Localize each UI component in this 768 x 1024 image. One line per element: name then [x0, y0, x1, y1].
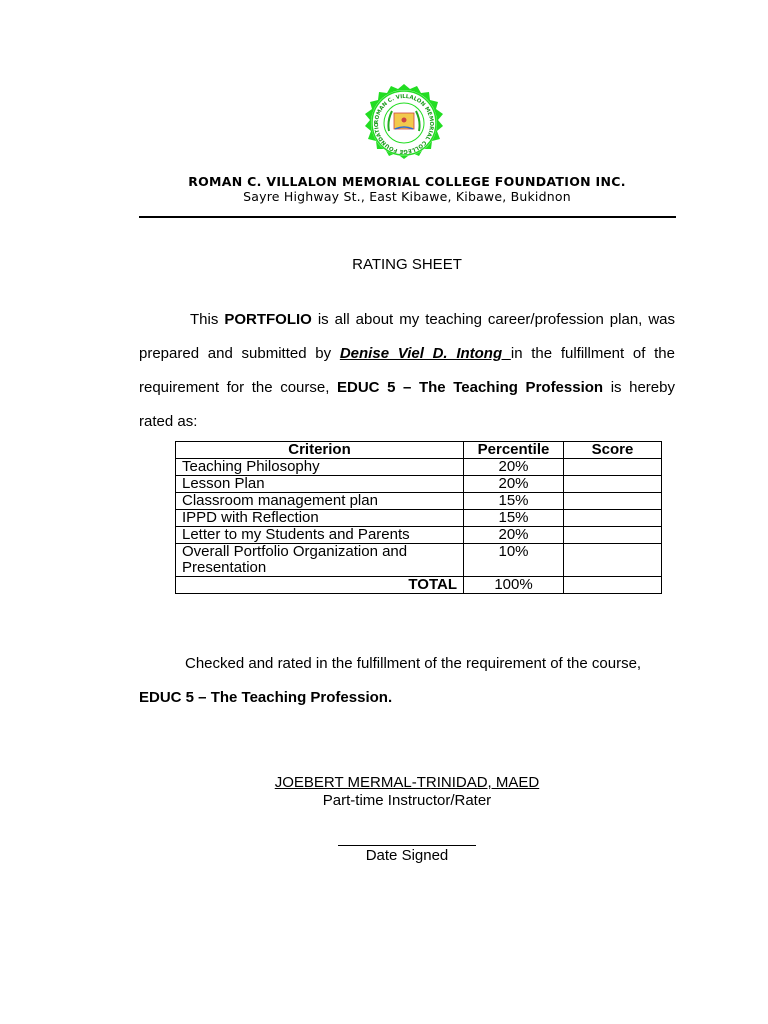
score-cell — [564, 476, 662, 493]
date-signed-label: Date Signed — [365, 847, 449, 864]
total-label: TOTAL — [176, 577, 464, 594]
course-name-footer: EDUC 5 – The Teaching Profession. — [139, 689, 393, 706]
table-row — [176, 527, 662, 544]
score-cell — [564, 510, 662, 527]
table-row — [176, 544, 662, 577]
rating-table — [175, 441, 662, 594]
score-cell — [564, 527, 662, 544]
percentile-cell: 15% — [464, 510, 564, 527]
total-percentile: 100% — [464, 577, 564, 594]
column-header-score: Score — [564, 442, 662, 459]
paragraph-text: in the fulfillment of the requirement for the course, — [139, 345, 675, 396]
score-cell — [564, 459, 662, 476]
student-name: Denise Viel D. Intong — [339, 345, 511, 362]
signatory-role: Part-time Instructor/Rater — [322, 792, 492, 809]
percentile-cell: 10% — [464, 544, 564, 577]
table-row — [176, 476, 662, 493]
criterion-cell: Lesson Plan — [176, 476, 464, 493]
institution-address: Sayre Highway St., East Kibawe, Kibawe, Bukidnon — [243, 189, 571, 204]
institution-name: ROMAN C. VILLALON MEMORIAL COLLEGE FOUNDATION INC. — [188, 174, 626, 189]
total-row — [176, 577, 662, 594]
total-score-cell — [564, 577, 662, 594]
paragraph-text: This — [190, 311, 225, 328]
criterion-cell: Teaching Philosophy — [176, 459, 464, 476]
score-cell — [564, 544, 662, 577]
criterion-cell: Classroom management plan — [176, 493, 464, 510]
college-seal-logo — [359, 83, 449, 165]
criterion-cell: Overall Portfolio Organization and Presentation — [176, 544, 464, 577]
criterion-cell: IPPD with Reflection — [176, 510, 464, 527]
header-divider — [139, 216, 676, 218]
column-header-criterion: Criterion — [176, 442, 464, 459]
svg-text:ROMAN C. VILLALON MEMORIAL COL: ROMAN C. VILLALON MEMORIAL COLLEGE FOUNDATIO — [373, 93, 435, 155]
course-name: EDUC 5 – The Teaching Profession — [336, 379, 604, 396]
column-header-percentile: Percentile — [464, 442, 564, 459]
table-row — [176, 510, 662, 527]
percentile-cell: 20% — [464, 527, 564, 544]
paragraph-text: is all about my teaching career/profession plan, was prepared and submitted by — [139, 311, 675, 362]
date-signature-line — [338, 845, 476, 846]
paragraph-text: is hereby rated as: — [139, 379, 675, 430]
table-header-row — [176, 442, 662, 459]
checked-statement: Checked and rated in the fulfillment of the requirement of the course, — [185, 655, 642, 672]
portfolio-word: PORTFOLIO — [224, 311, 312, 328]
table-row — [176, 459, 662, 476]
percentile-cell: 20% — [464, 476, 564, 493]
signatory-name: JOEBERT MERMAL-TRINIDAD, MAED — [274, 774, 540, 791]
score-cell — [564, 493, 662, 510]
intro-paragraph — [139, 303, 675, 439]
table-row — [176, 493, 662, 510]
document-title: RATING SHEET — [352, 256, 462, 273]
percentile-cell: 15% — [464, 493, 564, 510]
criterion-cell: Letter to my Students and Parents — [176, 527, 464, 544]
percentile-cell: 20% — [464, 459, 564, 476]
